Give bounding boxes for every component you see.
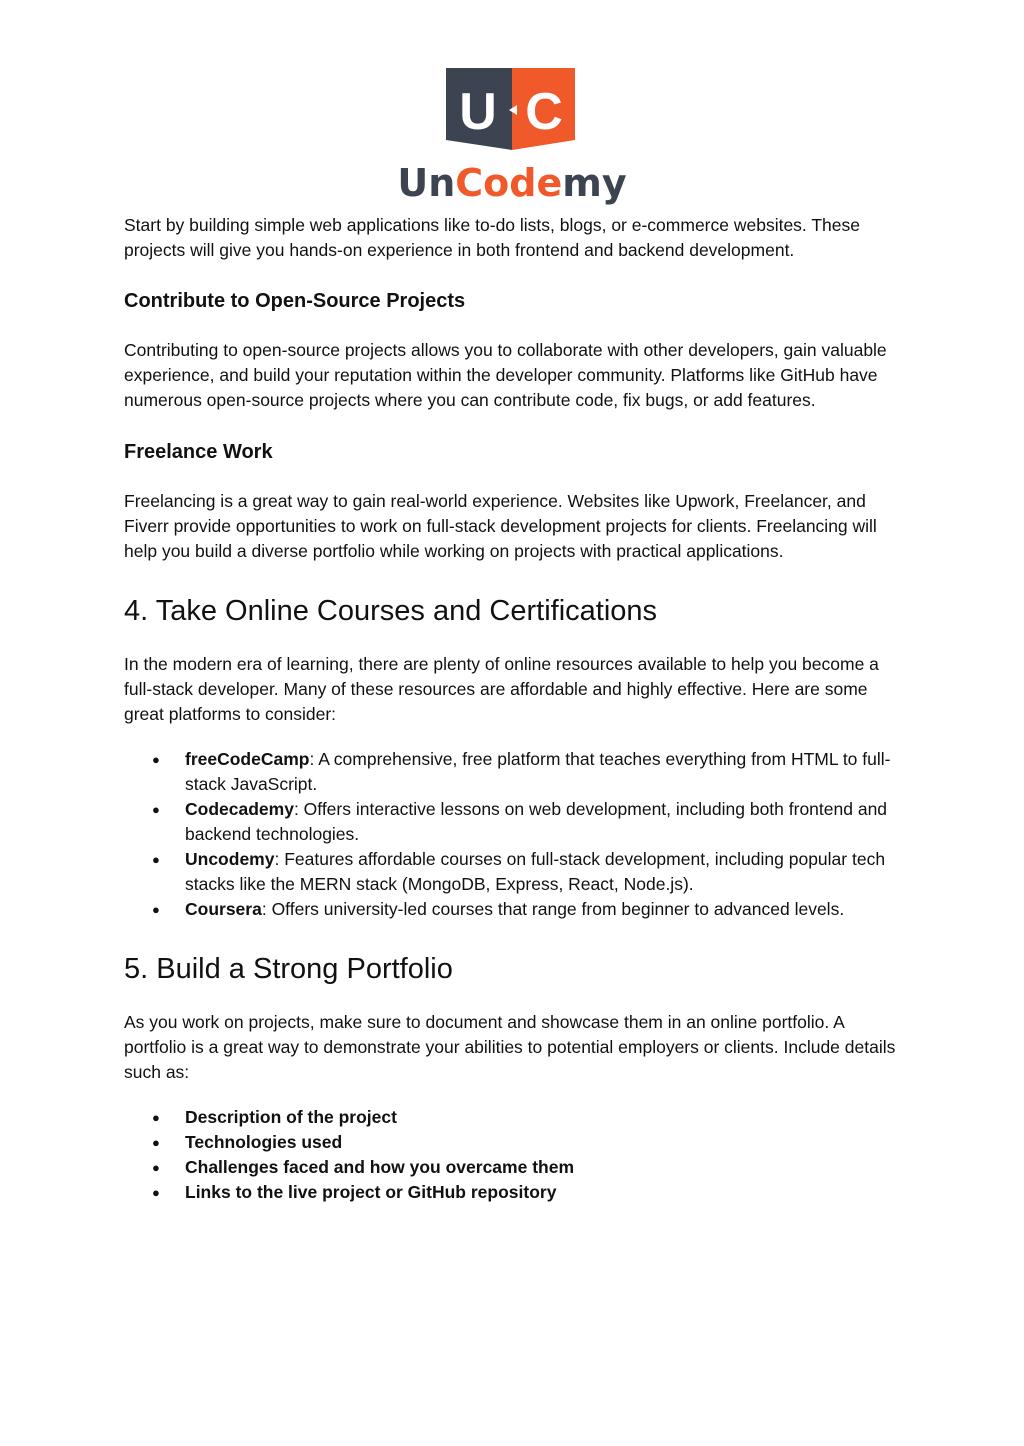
list-item: ● freeCodeCamp: A comprehensive, free platform that teaches everything from HTML to full-stack JavaScript.: [152, 749, 891, 794]
logo-letter-u: U: [459, 83, 497, 141]
list-item: ● Links to the live project or GitHub repository: [152, 1182, 557, 1202]
list-item: ● Challenges faced and how you overcame them: [152, 1157, 574, 1177]
portfolio-details-list: [124, 1105, 904, 1205]
list-item: ● Coursera: Offers university-led courses that range from beginner to advanced levels.: [152, 899, 845, 919]
freelance-heading: Freelance Work: [124, 441, 273, 463]
logo-wordmark: UnCodemy: [397, 161, 627, 205]
list-item: ● Description of the project: [152, 1107, 397, 1127]
list-item: ● Technologies used: [152, 1132, 343, 1152]
open-source-paragraph: Contributing to open-source projects allows you to collaborate with other developers, gain valuable experience, and build your reputation within the developer community. Platforms like GitHub have numerous open-source projects where you can contribute code, fix bugs, or add features.: [124, 340, 887, 410]
section-5-paragraph: As you work on projects, make sure to document and showcase them in an online portfolio. A portfolio is a great way to demonstrate your abilities to potential employers or clients. Include details such as:: [124, 1012, 896, 1082]
open-source-heading: Contribute to Open-Source Projects: [124, 290, 466, 312]
section-4-paragraph: In the modern era of learning, there are plenty of online resources available to help you become a full-stack developer. Many of these resources are affordable and highly effective. Here are some great platforms to consider:: [124, 654, 879, 724]
document-body: [124, 213, 904, 1205]
uncodemy-logo: [397, 64, 627, 205]
courses-list: [124, 747, 904, 922]
section-5-heading: 5. Build a Strong Portfolio: [124, 953, 453, 985]
list-item: ● Uncodemy: Features affordable courses on full-stack development, including popular tech stacks like the MERN stack (MongoDB, Express, React, Node.js).: [152, 849, 886, 894]
intro-paragraph: Start by building simple web applications like to-do lists, blogs, or e-commerce websites. These projects will give you hands-on experience in both frontend and backend development.: [124, 215, 860, 260]
logo-letter-c: C: [525, 83, 563, 141]
section-4-heading: 4. Take Online Courses and Certifications: [124, 595, 658, 627]
freelance-paragraph: Freelancing is a great way to gain real-world experience. Websites like Upwork, Freelancer, and Fiverr provide opportunities to work on full-stack development projects for clients. Freelancing will help you build a diverse portfolio while working on projects with practical applications.: [124, 491, 877, 561]
list-item: ● Codecademy: Offers interactive lessons on web development, including both frontend and backend technologies.: [152, 799, 888, 844]
